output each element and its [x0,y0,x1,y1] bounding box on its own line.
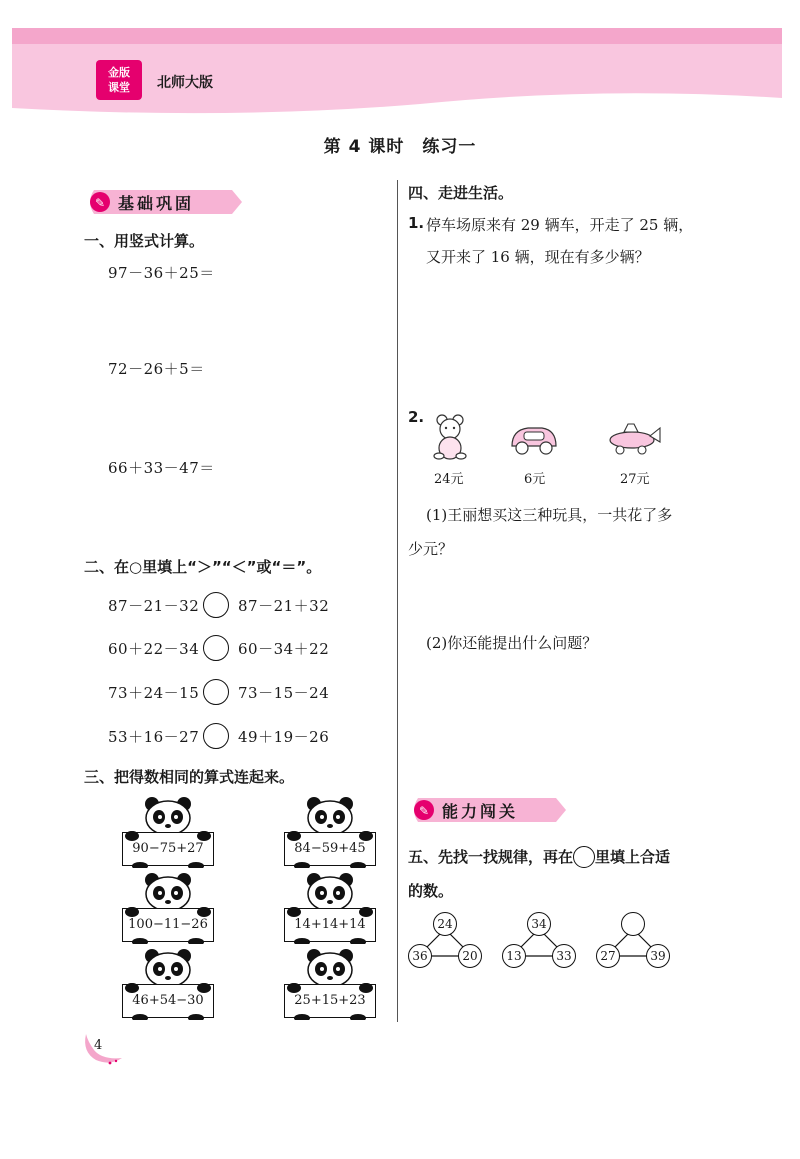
triangle-left-number: 13 [502,944,526,968]
logo-text-1: 金版 [108,66,130,79]
panda-paws-icon [122,796,214,868]
q2-row-1-right: 87－21＋32 [238,597,330,615]
lesson-title: 第 4 课时 练习一 [323,137,477,157]
triangle-top-number: 24 [433,912,457,936]
panda-paws-icon [284,948,376,1020]
compare-circle-3[interactable] [203,679,229,705]
panda-paws-icon [284,872,376,944]
panda-paws-icon [284,796,376,868]
q2-heading: 二、在○里填上“＞”“＜”或“＝”。 [84,558,322,576]
edition-label: 北师大版 [157,75,213,91]
q3-heading: 三、把得数相同的算式连起来。 [84,768,295,786]
triangle-top-number[interactable] [621,912,645,936]
q2-row-2-right: 60－34＋22 [238,640,330,658]
panda-paws-icon [122,948,214,1020]
inline-circle-icon [573,846,595,868]
panda-card[interactable] [122,796,214,868]
triangle-right-number: 33 [552,944,576,968]
toy-plane-icon [604,418,662,458]
panda-card-expression: 90−75+27 [122,832,214,866]
triangle-left-number: 36 [408,944,432,968]
panda-card[interactable] [284,796,376,868]
q1-item-1: 97－36＋25＝ [108,264,215,282]
panda-card[interactable] [284,872,376,944]
panda-card-expression: 100−11−26 [122,908,214,942]
moon-decoration [80,1030,126,1066]
section-banner-ability [408,796,568,824]
triangle-right-number: 39 [646,944,670,968]
compare-circle-4[interactable] [203,723,229,749]
logo-text-2: 课堂 [108,81,130,94]
section-banner-basic [84,188,244,216]
q4-p1-line2: 又开来了 16 辆，现在有多少辆？ [426,248,650,266]
triangle-top-number: 34 [527,912,551,936]
banner-label: 基础巩固 [118,194,195,213]
q5-heading-line1 [408,846,670,868]
banner-label: 能力闯关 [442,802,519,821]
q5-heading-line2: 的数。 [408,882,454,900]
page-number: 4 [94,1038,103,1053]
panda-card-expression: 46+54−30 [122,984,214,1018]
teddy-bear-icon [428,412,472,460]
q2-row-4-left: 53＋16－27 [108,728,200,746]
q4-p2-number: 2. [408,408,425,426]
q2-row-1-left: 87－21－32 [108,597,200,615]
q2-row-2-left: 60＋22－34 [108,640,200,658]
toy-price-1: 24元 [434,472,464,487]
q4-sub1-line2: 少元？ [408,540,454,558]
q4-sub2: (2)你还能提出什么问题？ [426,634,598,652]
column-divider [397,180,398,1022]
q1-item-3: 66＋33－47＝ [108,459,215,477]
toy-car-icon [508,418,560,458]
publisher-logo [96,60,142,100]
svg-text:✎: ✎ [95,196,106,210]
toy-price-2: 6元 [524,472,546,487]
panda-card[interactable] [122,948,214,1020]
q2-row-4-right: 49＋19－26 [238,728,330,746]
panda-card[interactable] [284,948,376,1020]
panda-card-expression: 14+14+14 [284,908,376,942]
triangle-right-number: 20 [458,944,482,968]
svg-text:✎: ✎ [419,804,430,818]
compare-circle-1[interactable] [203,592,229,618]
q1-heading: 一、用竖式计算。 [84,232,205,250]
compare-circle-2[interactable] [203,635,229,661]
q2-row-3-right: 73－15－24 [238,684,330,702]
q4-heading: 四、走进生活。 [408,184,514,202]
panda-card-expression: 25+15+23 [284,984,376,1018]
q2-row-3-left: 73＋24－15 [108,684,200,702]
q4-p1-number: 1. [408,214,425,232]
panda-paws-icon [122,872,214,944]
q5-heading-part2: 里填上合适 [595,848,671,866]
triangle-left-number: 27 [596,944,620,968]
q1-item-2: 72－26＋5＝ [108,360,205,378]
toy-price-3: 27元 [620,472,650,487]
panda-card-expression: 84−59+45 [284,832,376,866]
q4-sub1-line1: (1)王丽想买这三种玩具，一共花了多 [426,506,673,524]
panda-card[interactable] [122,872,214,944]
q4-p1-line1: 停车场原来有 29 辆车，开走了 25 辆， [426,216,694,234]
q5-heading-part1: 五、先找一找规律，再在 [408,848,574,866]
